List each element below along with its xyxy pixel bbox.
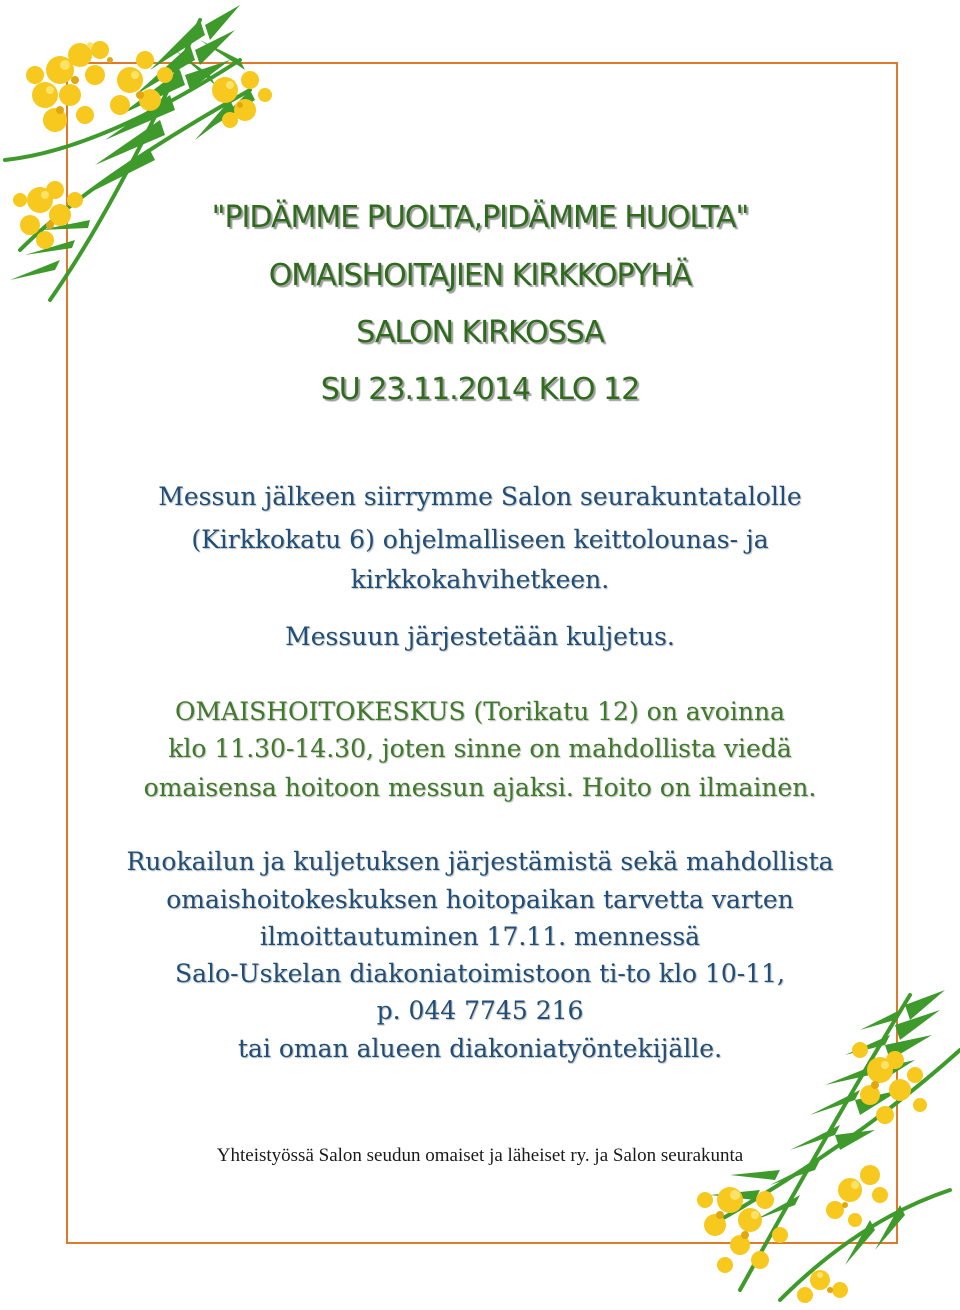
section1-line-4: Messuun järjestetään kuljetus. <box>285 622 675 651</box>
section2-line-2: klo 11.30-14.30, joten sinne on mahdollista viedä <box>168 734 792 763</box>
title-line-1: "PIDÄMME PUOLTA,PIDÄMME HUOLTA" <box>211 200 749 235</box>
section2-line-1: OMAISHOITOKESKUS (Torikatu 12) on avoinna <box>175 697 785 726</box>
section2-line-3: omaisensa hoitoon messun ajaksi. Hoito on ilmainen. <box>143 773 817 802</box>
section3-line-2: omaishoitokeskuksen hoitopaikan tarvetta varten <box>166 885 794 914</box>
title-line-4: SU 23.11.2014 KLO 12 <box>320 372 640 407</box>
section1-line-1: Messun jälkeen siirrymme Salon seurakuntatalolle <box>158 482 802 511</box>
section1-line-2: (Kirkkokatu 6) ohjelmalliseen keittolounas- ja <box>191 525 769 554</box>
footer-text: Yhteistyössä Salon seudun omaiset ja läheiset ry. ja Salon seurakunta <box>216 1145 744 1166</box>
section3-line-4: Salo-Uskelan diakoniatoimistoon ti-to klo 10-11, <box>175 959 785 988</box>
section1-line-3: kirkkokahvihetkeen. <box>350 565 610 594</box>
section3-line-3: ilmoittautuminen 17.11. mennessä <box>259 922 701 951</box>
section3-line-6: tai oman alueen diakoniatyöntekijälle. <box>237 1034 723 1063</box>
section3-line-1: Ruokailun ja kuljetuksen järjestämistä sekä mahdollista <box>126 847 834 876</box>
title-line-3: SALON KIRKOSSA <box>356 315 604 350</box>
title-line-2: OMAISHOITAJIEN KIRKKOPYHÄ <box>268 258 692 293</box>
section3-line-5: p. 044 7745 216 <box>376 996 584 1025</box>
